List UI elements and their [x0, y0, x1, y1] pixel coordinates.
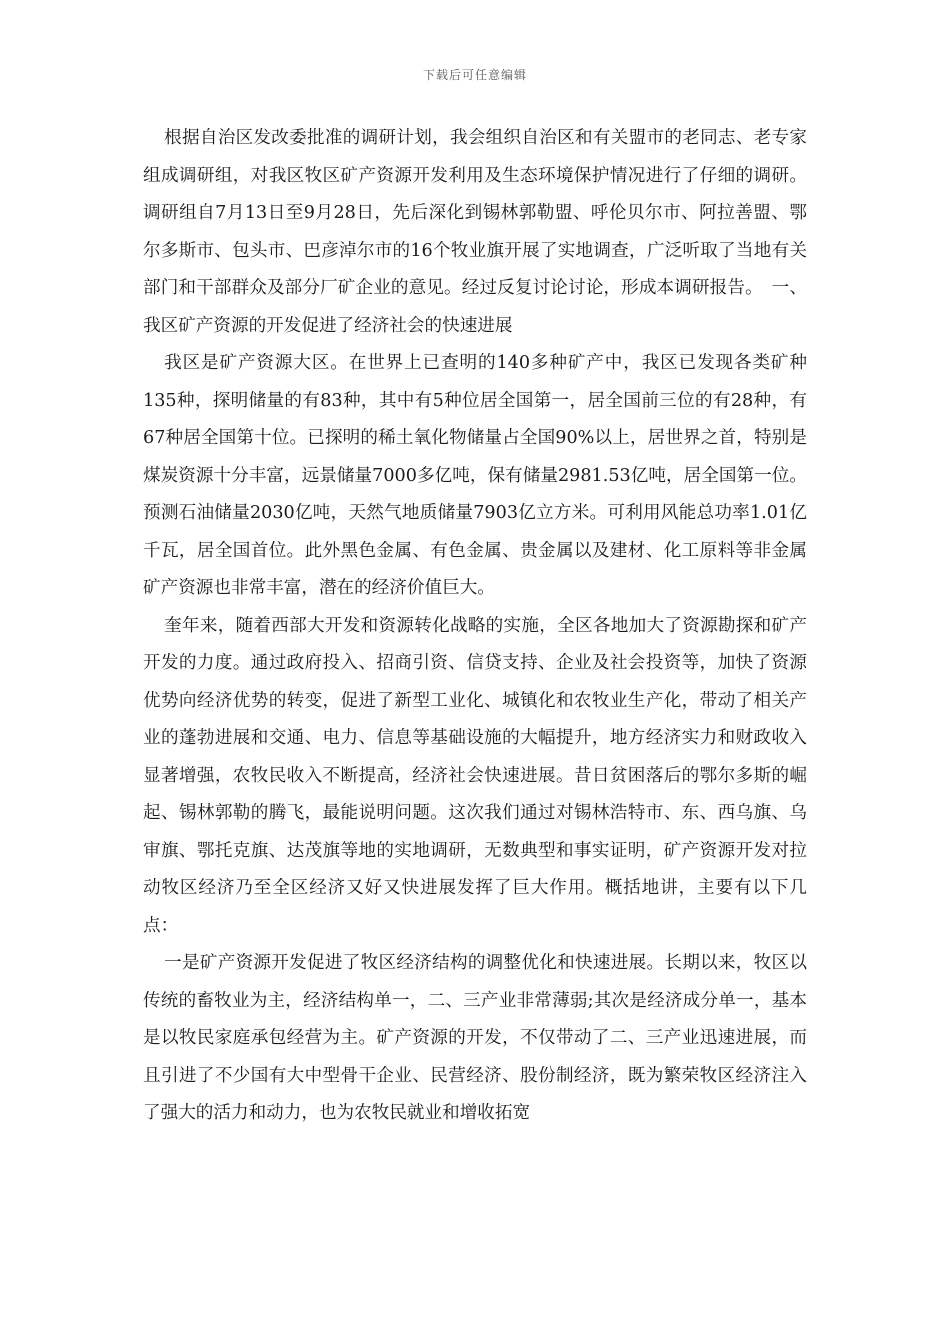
header-note: 下载后可任意编辑 — [422, 68, 527, 82]
paragraph-development-effects: 奎年来，随着西部大开发和资源转化战略的实施，全区各地加大了资源勘探和矿产开发的力度。通过政府投入、招商引资、信贷支持、企业及社会投资等，加快了资源优势向经济优势的转变，促进了新型工业化、城镇化和农牧业生产化，带动了相关产业的蓬勃进展和交通、电力、信息等基础设施的大幅提升，地方经济实力和财政收入显著增强，农牧民收入不断提高，经济社会快速进展。昔日贫困落后的鄂尔多斯的崛起、锡林郭勒的腾飞，最能说明问题。这次我们通过对锡林浩特市、东、西乌旗、乌审旗、鄂托克旗、达茂旗等地的实地调研，无数典型和事实证明，矿产资源开发对拉动牧区经济乃至全区经济又好又快进展发挥了巨大作用。概括地讲，主要有以下几点： — [143, 615, 807, 936]
paragraph-mineral-resources: 我区是矿产资源大区。在世界上已查明的140多种矿产中，我区已发现各类矿种135种，探明储量的有83种，其中有5种位居全国第一，居全国前三位的有28种，有67种居全国第十位。已探明的稀土氧化物储量占全国90%以上，居世界之首，特别是煤炭资源十分丰富，远景储量7000多亿吨，保有储量2981.53亿吨，居全国第一位。预测石油储量2030亿吨，天然气地质储量7903亿立方米。可利用风能总功率1.01亿千瓦，居全国首位。此外黑色金属、有色金属、贵金属以及建材、化工原料等非金属矿产资源也非常丰富，潜在的经济价值巨大。 — [143, 353, 807, 598]
document-body — [143, 120, 807, 1133]
paragraph-point-one: 一是矿产资源开发促进了牧区经济结构的调整优化和快速进展。长期以来，牧区以传统的畜牧业为主，经济结构单一，二、三产业非常薄弱;其次是经济成分单一，基本是以牧民家庭承包经营为主。矿产资源的开发，不仅带动了二、三产业迅速进展，而且引进了不少国有大中型骨干企业、民营经济、股份制经济，既为繁荣牧区经济注入了强大的活力和动力，也为农牧民就业和增收拓宽 — [143, 953, 807, 1123]
paragraph-survey-intro: 根据自治区发改委批准的调研计划，我会组织自治区和有关盟市的老同志、老专家组成调研组，对我区牧区矿产资源开发利用及生态环境保护情况进行了仔细的调研。调研组自7月13日至9月28日，先后深化到锡林郭勒盟、呼伦贝尔市、阿拉善盟、鄂尔多斯市、包头市、巴彦淖尔市的16个牧业旗开展了实地调查，广泛听取了当地有关部门和干部群众及部分厂矿企业的意见。经过反复讨论讨论，形成本调研报告。 一、我区矿产资源的开发促进了经济社会的快速进展 — [143, 128, 807, 336]
